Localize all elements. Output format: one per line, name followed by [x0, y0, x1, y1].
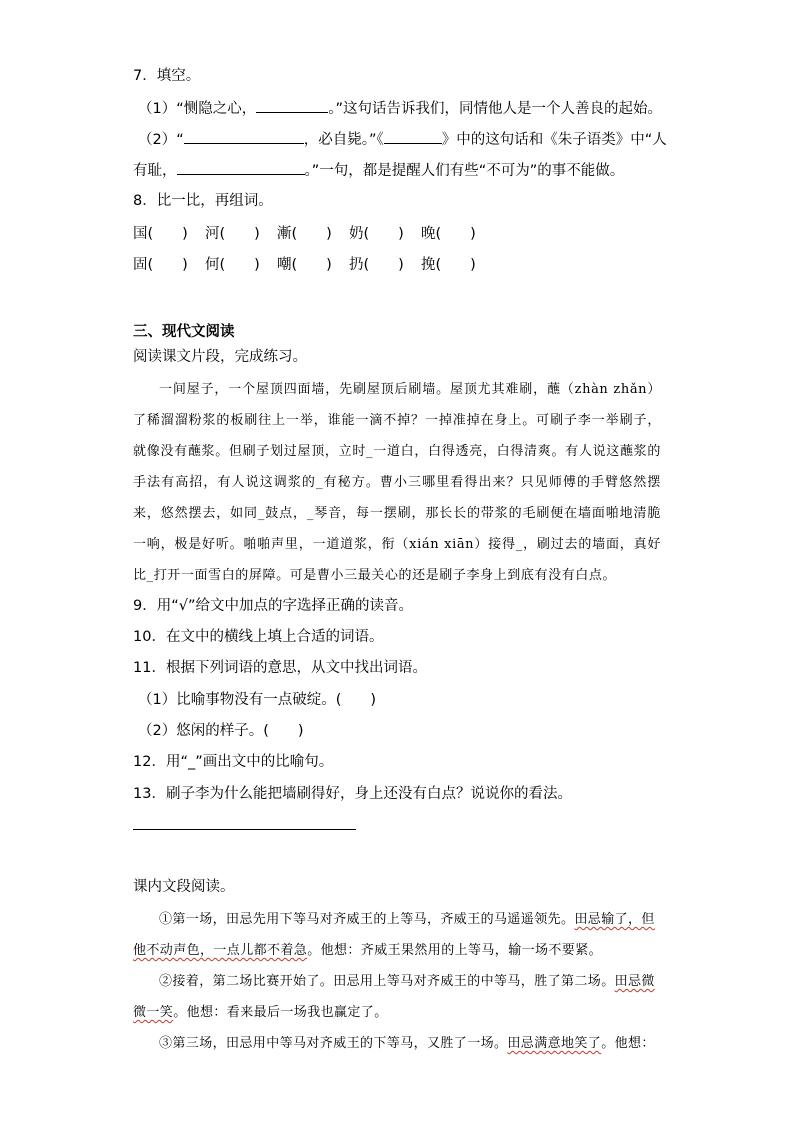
question-11: 11．根据下列词语的意思，从文中找出词语。	[133, 660, 427, 676]
fill-blank[interactable]	[256, 97, 328, 113]
q7-title: 7．填空。	[133, 68, 201, 84]
passage-text: 一间屋子，一个屋顶四面墙，先刷屋顶后刷墙。屋顶尤其难刷，蘸（zhàn zhǎn）了稀溜溜粉浆的板刷往上一举，谁能一滴不掉？一掉准掉在身上。可刷子李一举刷子，就像没有蘸浆。但刷子划过屋顶，立时_一道白，白得透亮，白得清爽。有人说这蘸浆的手法有高招，有人说这调浆的_有秘方。曹小三哪里看得出来？只见师傅的手臂悠然摆来，悠然摆去，如同_鼓点，_琴音，每一摆刷，那长长的带浆的毛刷便在墙面啪地清脆一响，极是好听。啪啪声里，一道道浆，衔（xián xiān）接得_，刷过去的墙面，真好比_打开一面雪白的屏障。可是曹小三最关心的还是刷子李身上到底有没有白点。	[133, 382, 661, 583]
fill-blank[interactable]	[384, 128, 442, 144]
q7-item-2-text-d: 有耻，	[133, 163, 177, 179]
word-item: 国( )	[133, 226, 188, 242]
word-item: 挽( )	[421, 257, 476, 273]
section-heading: 三、现代文阅读	[133, 324, 235, 340]
word-item: 河( )	[205, 226, 260, 242]
answer-line[interactable]	[133, 829, 356, 830]
word-item: 漸( )	[277, 226, 332, 242]
q7-item-2-cont	[133, 159, 624, 181]
reading-passage-2	[133, 904, 661, 1059]
word-item: 嘲( )	[277, 257, 332, 273]
word-item: 固( )	[133, 257, 188, 273]
q7-item-1	[138, 97, 662, 119]
q7-item-2	[138, 128, 667, 150]
word-item: 扔( )	[349, 257, 404, 273]
fill-blank[interactable]	[184, 128, 304, 144]
question-10: 10．在文中的横线上填上合适的词语。	[133, 629, 384, 645]
word-item: 晚( )	[421, 226, 476, 242]
question-11-item-1: （1）比喻事物没有一点破绽。( )	[138, 692, 377, 708]
wavy-underlined-text: 田忌输了，但他不动声色，一点儿都不着急	[133, 912, 655, 958]
paragraph-1	[133, 904, 661, 966]
fill-blank[interactable]	[177, 159, 305, 175]
question-9: 9．用“√”给文中加点的字选择正确的读音。	[133, 598, 413, 614]
question-13: 13．刷子李为什么能把墙刷得好，身上还没有白点？说说你的看法。	[133, 786, 572, 802]
wavy-underlined-text: 田忌微微一笑	[133, 974, 655, 1020]
q8-title: 8．比一比，再组词。	[133, 193, 273, 209]
para-3-text: ③第三场，田忌用中等马对齐威王的下等马，又胜了一场。	[159, 1036, 508, 1051]
paragraph-2	[133, 966, 661, 1028]
q7-item-1-text-a: （1）“恻隐之心，	[138, 101, 257, 117]
reading-passage	[133, 374, 661, 591]
q8-row-2	[133, 255, 493, 275]
para-1-text: ①第一场，田忌先用下等马对齐威王的上等马，齐威王的马遥遥领先。	[159, 912, 575, 927]
word-item: 何( )	[205, 257, 260, 273]
q7-item-1-text-b: 。”这句话告诉我们，同情他人是一个人善良的起始。	[328, 101, 663, 117]
para-2-text-end: 。他想：看来最后一场我也赢定了。	[173, 1005, 388, 1020]
section-intro: 阅读课文片段，完成练习。	[133, 349, 307, 365]
section-intro-2: 课内文段阅读。	[133, 879, 235, 895]
para-2-text: ②接着，第二场比赛开始了。田忌用上等马对齐威王的中等马，胜了第二场。	[159, 974, 615, 989]
wavy-underlined-text: 田忌满意地笑了	[507, 1036, 602, 1051]
para-1-text-end: 。他想：齐威王果然用的上等马，输一场不要紧。	[307, 943, 603, 958]
q7-item-2-text-a: （2）“	[138, 132, 184, 148]
paragraph-3	[133, 1028, 661, 1059]
question-12: 12．用“_”画出文中的比喻句。	[133, 754, 334, 770]
q7-item-2-text-c: 》中的这句话和《朱子语类》中“人	[441, 132, 667, 148]
question-11-item-2: （2）悠闲的样子。( )	[138, 723, 304, 739]
word-item: 奶( )	[349, 226, 404, 242]
para-3-text-end: 。他想：	[601, 1036, 655, 1051]
q7-item-2-text-e: 。”一句，都是提醒人们有些“不可为”的事不能做。	[304, 163, 625, 179]
q8-row-1	[133, 224, 493, 244]
q7-item-2-text-b: ，必自毙。”《	[303, 132, 384, 148]
